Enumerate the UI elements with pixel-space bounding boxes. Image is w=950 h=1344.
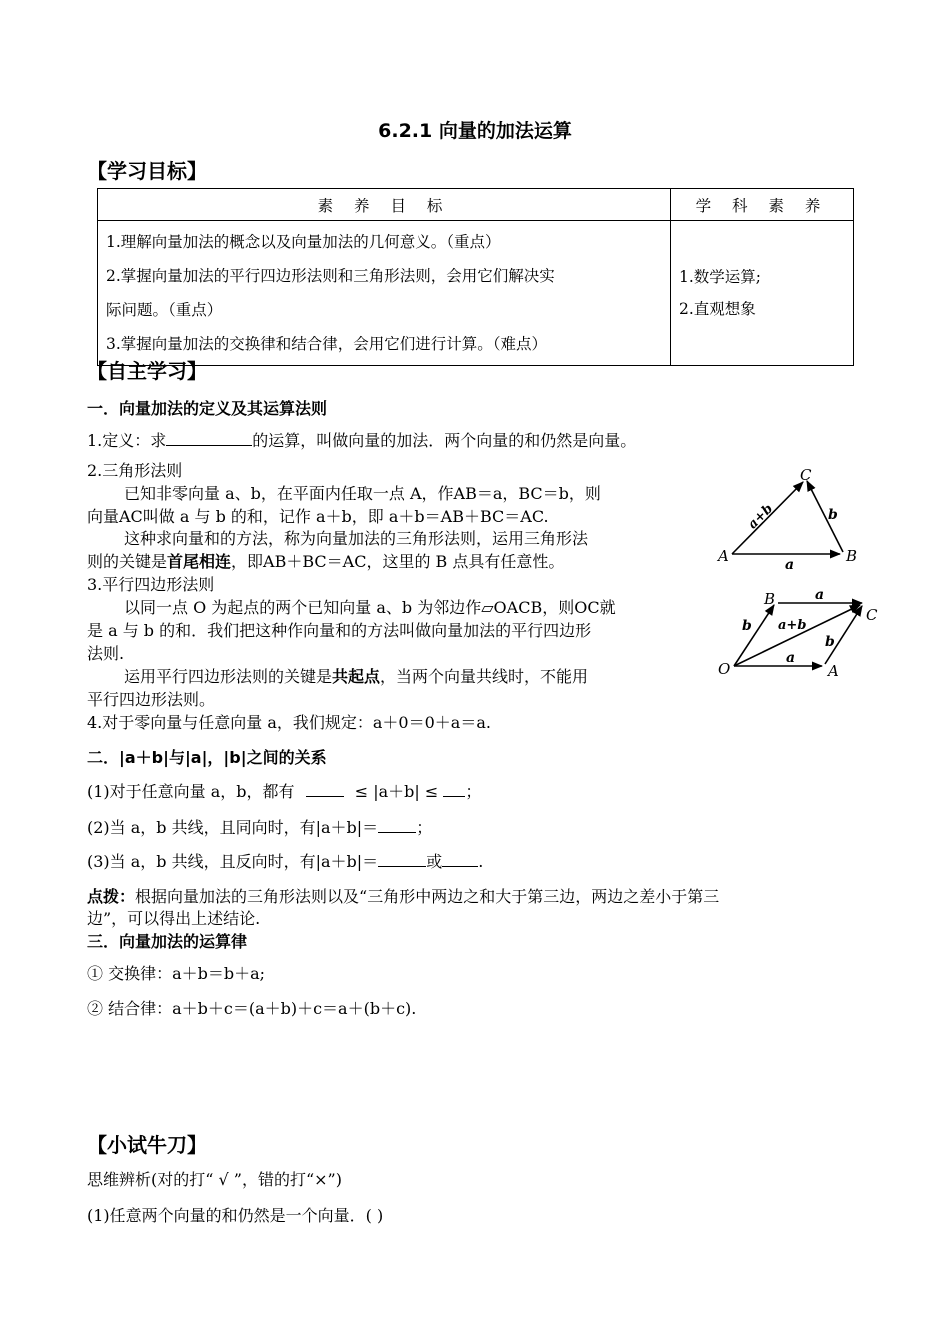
triangle-rule-text: 向量AC叫做 a 与 b 的和，记作 a＋b，即 a＋b＝AB＋BC＝AC.: [87, 507, 549, 526]
vector-label-a: a: [785, 557, 795, 572]
inequality-line: [87, 779, 481, 802]
parallelogram-rule-figure: [712, 584, 882, 680]
vector-label-a-plus-b: a+b: [745, 501, 777, 533]
triangle-rule-text: 已知非零向量 a、b，在平面内任取一点 A，作AB＝a，BC＝b，则: [124, 484, 601, 503]
triangle-rule-figure: [712, 466, 872, 572]
goal-item: 1.理解向量加法的概念以及向量加法的几何意义。（重点）: [106, 233, 501, 251]
part1-heading: 一．向量加法的定义及其运算法则: [87, 399, 328, 418]
commutative-law: ① 交换律：a＋b＝b＋a;: [87, 964, 266, 983]
goals-header-left: 素 养 目 标: [98, 189, 671, 221]
definition-suffix: 的运算，叫做向量的加法．两个向量的和仍然是向量。: [252, 431, 637, 450]
keyword-head-to-tail: 首尾相连: [167, 552, 232, 571]
point-label-c: C: [866, 606, 878, 624]
literacy-item: 1.数学运算;: [679, 268, 762, 286]
text: ；: [465, 782, 482, 801]
part3-heading: 三．向量加法的运算律: [87, 932, 248, 951]
parallelogram-rule-text: 是 a 与 b 的和．我们把这种作向量和的方法叫做向量加法的平行四边形: [87, 621, 592, 640]
answer-blank[interactable]: [442, 852, 478, 867]
text: (1)对于任意向量 a，b，都有: [87, 782, 295, 801]
text: ，当两个向量共线时，不能用: [380, 667, 589, 686]
opposite-direction-line: [87, 849, 483, 872]
section-goals: 【学习目标】: [87, 159, 207, 183]
text: (3)当 a，b 共线，且反向时，有|a＋b|＝: [87, 852, 379, 871]
parallelogram-rule-title: 3.平行四边形法则: [87, 575, 215, 594]
vector-label-b: b: [825, 634, 835, 650]
part2-heading: 二．|a＋b|与|a|，|b|之间的关系: [87, 748, 327, 767]
goal-item: 际问题。（重点）: [106, 301, 223, 319]
literacy-item: 2.直观想象: [679, 300, 756, 318]
definition-prefix: 1.定义：求: [87, 431, 167, 450]
text: .: [478, 852, 484, 871]
text: 根据向量加法的三角形法则以及“三角形中两边之和大于第三边，两边之差小于第三: [135, 887, 720, 906]
parallelogram-rule-text: 法则.: [87, 644, 125, 663]
exercise-instruction: 思维辨析(对的打“ √ ”，错的打“×”): [87, 1170, 342, 1189]
triangle-rule-title: 2.三角形法则: [87, 461, 183, 480]
point-label-b: B: [764, 590, 776, 608]
text: 则的关键是: [87, 552, 168, 571]
answer-blank[interactable]: [166, 431, 252, 446]
text: ，即AB＋BC＝AC，这里的 B 点具有任意性。: [231, 552, 565, 571]
answer-blank[interactable]: [306, 782, 344, 797]
point-label-b: B: [846, 547, 858, 565]
vector-label-b: b: [828, 507, 838, 523]
answer-blank[interactable]: [378, 818, 416, 833]
point-label-a: A: [718, 547, 729, 565]
literacy-list: [671, 221, 854, 366]
point-label-o: O: [718, 660, 731, 678]
triangle-rule-text: 这种求向量和的方法，称为向量加法的三角形法则，运用三角形法: [124, 529, 589, 548]
text: ；: [416, 818, 433, 837]
tip-label: 点拨：: [87, 887, 136, 906]
goals-header-right: 学 科 素 养: [671, 189, 854, 221]
parallelogram-rule-text: 平行四边形法则。: [87, 690, 216, 709]
answer-blank[interactable]: [443, 782, 465, 797]
vector-label-a-plus-b: a+b: [778, 618, 807, 633]
associative-law: ② 结合律：a＋b＋c＝(a＋b)＋c＝a＋(b＋c).: [87, 999, 417, 1018]
vector-oc: [734, 605, 860, 666]
vector-label-a: a: [815, 587, 825, 603]
parallelogram-rule-key: [124, 664, 588, 687]
keyword-common-start: 共起点: [332, 667, 381, 686]
definition-line: [87, 428, 636, 451]
vector-label-b: b: [742, 618, 752, 634]
answer-blank[interactable]: [378, 852, 426, 867]
section-self-study: 【自主学习】: [87, 359, 207, 383]
goals-list: [98, 221, 671, 366]
goals-table: [97, 188, 854, 366]
tip-line: 边”，可以得出上述结论.: [87, 909, 261, 928]
same-direction-line: [87, 815, 432, 838]
zero-vector-rule: 4.对于零向量与任意向量 a，我们规定：a＋0＝0＋a＝a.: [87, 713, 491, 732]
goal-item: 2.掌握向量加法的平行四边形法则和三角形法则，会用它们解决实: [106, 267, 555, 285]
parallelogram-rule-text: 以同一点 O 为起点的两个已知向量 a、b 为邻边作▱OACB，则OC就: [124, 598, 616, 617]
triangle-rule-key: [87, 549, 564, 572]
section-trial: 【小试牛刀】: [87, 1133, 207, 1157]
vector-label-a: a: [786, 650, 796, 666]
text: ≤ |a＋b| ≤: [354, 782, 439, 801]
text: 或: [426, 852, 443, 871]
exercise-item: (1)任意两个向量的和仍然是一个向量．( ): [87, 1206, 384, 1225]
point-label-a: A: [828, 662, 839, 680]
text: (2)当 a，b 共线，且同向时，有|a＋b|＝: [87, 818, 379, 837]
text: 运用平行四边形法则的关键是: [124, 667, 333, 686]
goal-item: 3.掌握向量加法的交换律和结合律，会用它们进行计算。（难点）: [106, 335, 548, 353]
point-label-c: C: [800, 466, 812, 484]
tip-line: [87, 884, 719, 907]
page-title: 6.2.1 向量的加法运算: [378, 120, 572, 142]
